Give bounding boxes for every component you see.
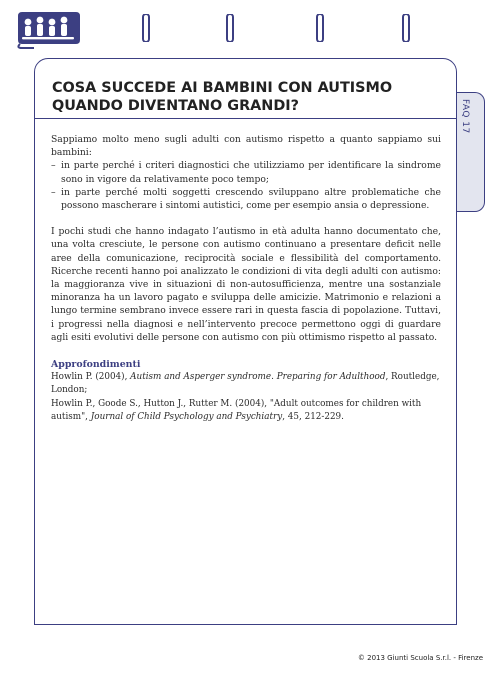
people-logo-icon: [14, 10, 84, 50]
binder-ring-icon: [314, 14, 326, 42]
list-dash: –: [51, 160, 56, 172]
reference-journal: Journal of Child Psychology and Psychiatry: [90, 411, 283, 422]
article-body: [51, 133, 441, 424]
reference-authors: Howlin P. (2004),: [51, 372, 131, 383]
page-title: [52, 79, 432, 115]
faq-side-tab: [457, 92, 485, 212]
reference-pages: , 45, 212-229.: [282, 411, 344, 422]
list-item-text: in parte perché i criteri diagnostici che utilizziamo per identificare la sindrome sono in vigore da relativamente poco tempo;: [61, 160, 441, 185]
faq-number-label: FAQ 17: [460, 99, 470, 134]
title-line-2: QUANDO DIVENTANO GRANDI?: [52, 98, 300, 114]
list-item: [51, 159, 441, 185]
list-item: [51, 186, 441, 212]
binder-ring-icon: [224, 14, 236, 42]
list-item-text: in parte perché molti soggetti crescendo sviluppano altre problematiche che possono mascherare i sintomi autistici, come per esempio ansia o depressione.: [61, 186, 441, 212]
title-divider: [34, 118, 457, 119]
findings-paragraph: I pochi studi che hanno indagato l’autismo in età adulta hanno documentato che, una volta cresciute, le persone con autismo continuano a presentare deficit nelle aree della comunicazione, reciprocità sociale e flessibilità del comportamento. Ricerche recenti hanno poi analizzato le condizioni di vita degli adulti con autismo: la maggioranza vive in situazioni di non-autosufficienza, mentre una sostanziale minoranza ha un lavoro pagato e sviluppa delle amicizie. Matrimonio e relazioni a lungo termine sembrano invece essere rari in questa fascia di popolazione. Tuttavi, i progressi nella diagnosi e nell’intervento precoce permettono oggi di guardare agli esiti evolutivi delle persone con autismo con più ottimismo rispetto al passato.: [51, 226, 441, 343]
reference-authors: Howlin P., Goode S., Hutton J., Rutter M. (2004), "Adult outcomes for children with autism",: [51, 398, 422, 422]
copyright-footer: © 2013 Giunti Scuola S.r.l. - Firenze: [357, 654, 483, 662]
binder-ring-icon: [140, 14, 152, 42]
intro-paragraph: Sappiamo molto meno sugli adulti con autismo rispetto a quanto sappiamo sui bambini:: [51, 134, 441, 159]
reasons-list: [51, 159, 441, 212]
title-line-1: COSA SUCCEDE AI BAMBINI CON AUTISMO: [52, 80, 393, 96]
binder-ring-icon: [400, 14, 412, 42]
reference-publisher: , Routledge, London;: [51, 372, 440, 396]
reference-item: [51, 371, 441, 397]
list-dash: –: [51, 186, 56, 198]
further-reading-heading: Approfondimenti: [51, 359, 141, 371]
reference-item: [51, 398, 441, 424]
reference-title: Autism and Asperger syndrome. Preparing for Adulthood: [130, 372, 386, 383]
